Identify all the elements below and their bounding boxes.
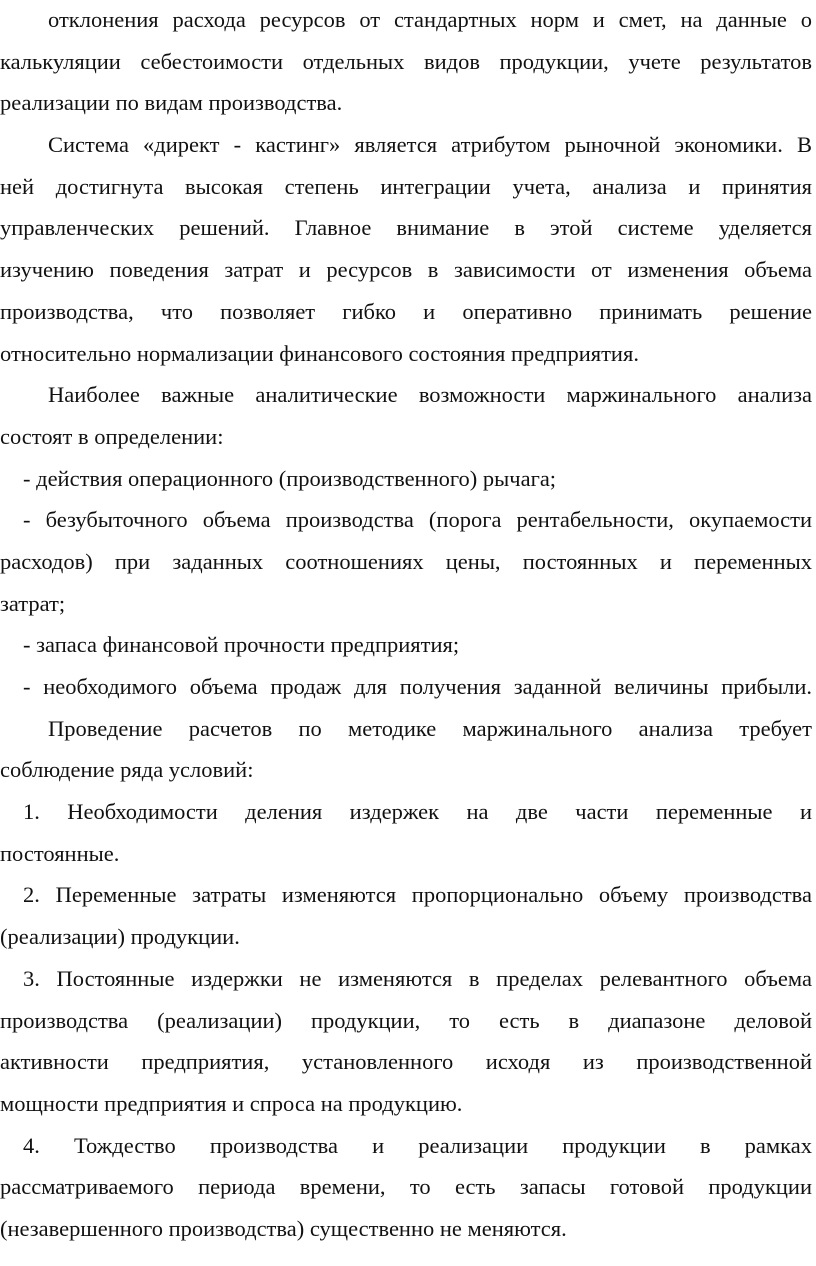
text-line: состоят в определении: xyxy=(0,423,224,449)
text-line: затрат; xyxy=(0,590,66,616)
text-line: - безубыточного объема производства (порога рентабельности, окупаемости xyxy=(23,507,812,533)
text-line: 4. Тождество производства и реализации продукции в рамках xyxy=(23,1132,812,1158)
text-line: 2. Переменные затраты изменяются пропорционально объему производства xyxy=(23,882,812,908)
text-line: ней достигнута высокая степень интеграции учета, анализа и принятия xyxy=(0,173,812,199)
text-line: соблюдение ряда условий: xyxy=(0,757,254,783)
text-line: активности предприятия, установленного исходя из производственной xyxy=(0,1049,812,1075)
text-line: постоянные. xyxy=(0,840,120,866)
text-line: мощности предприятия и спроса на продукцию. xyxy=(0,1090,463,1116)
text-line: Система «директ - кастинг» является атрибутом рыночной экономики. В xyxy=(48,132,812,158)
text-line: Наиболее важные аналитические возможности маржинального анализа xyxy=(48,382,812,408)
text-line: производства, что позволяет гибко и оперативно принимать решение xyxy=(0,298,812,324)
text-line: изучению поведения затрат и ресурсов в зависимости от изменения объема xyxy=(0,257,812,283)
text-line: - запаса финансовой прочности предприятия; xyxy=(23,632,460,658)
text-line: относительно нормализации финансового состояния предприятия. xyxy=(0,340,639,366)
text-line: (незавершенного производства) существенно не меняются. xyxy=(0,1215,567,1241)
text-line: (реализации) продукции. xyxy=(0,924,240,950)
text-line: производства (реализации) продукции, то есть в диапазоне деловой xyxy=(0,1007,812,1033)
text-line: рассматриваемого периода времени, то есть запасы готовой продукции xyxy=(0,1174,812,1200)
text-line: расходов) при заданных соотношениях цены, постоянных и переменных xyxy=(0,548,812,574)
text-line: реализации по видам производства. xyxy=(0,90,343,116)
text-line: калькуляции себестоимости отдельных видов продукции, учете результатов xyxy=(0,48,812,74)
text-line: 3. Постоянные издержки не изменяются в пределах релевантного объема xyxy=(23,965,812,991)
text-line: - необходимого объема продаж для получения заданной величины прибыли. xyxy=(23,674,812,699)
text-line: - действия операционного (производственного) рычага; xyxy=(23,465,557,491)
text-line: Проведение расчетов по методике маржинального анализа требует xyxy=(48,715,812,741)
text-line: 1. Необходимости деления издержек на две части переменные и xyxy=(23,799,812,825)
text-line: отклонения расхода ресурсов от стандартных норм и смет, на данные о xyxy=(48,7,812,32)
text-line: управленческих решений. Главное внимание в этой системе уделяется xyxy=(0,215,812,241)
